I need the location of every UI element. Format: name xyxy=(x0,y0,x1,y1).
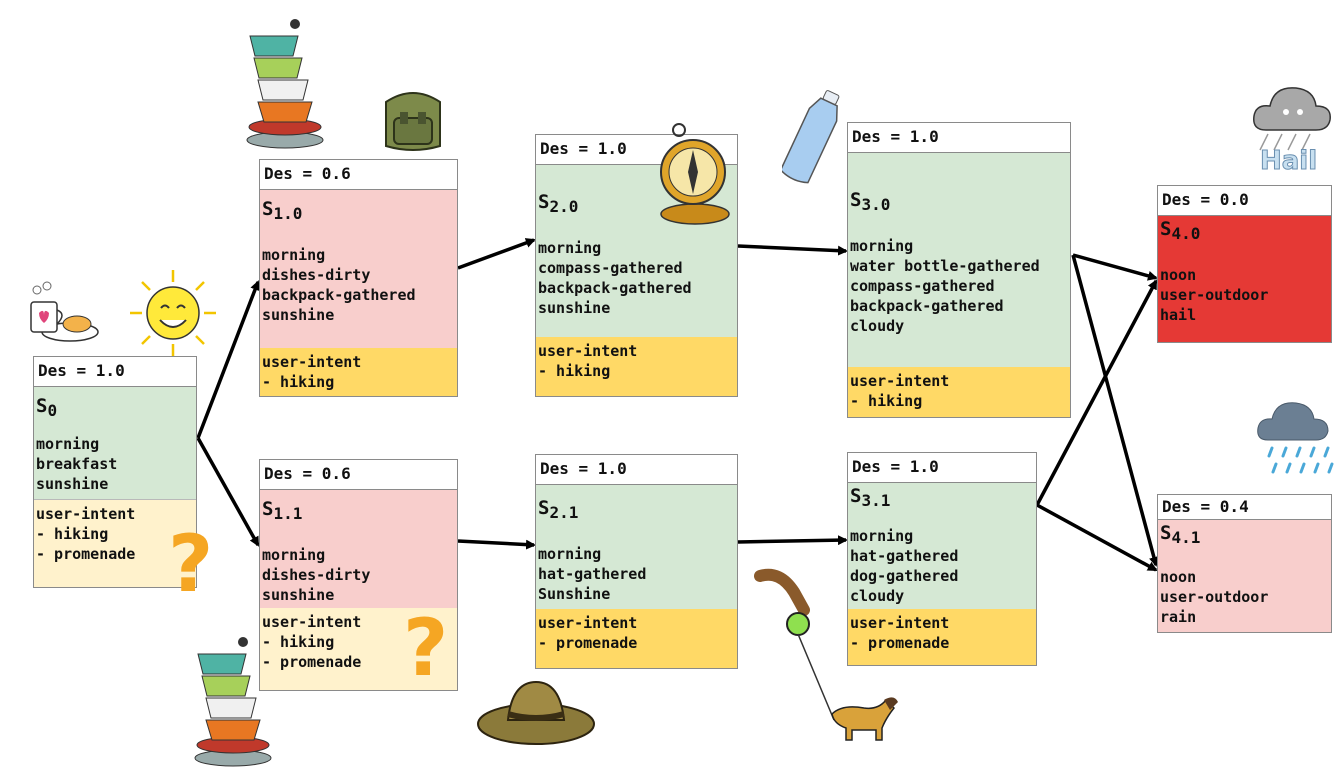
question-mark-icon: ? xyxy=(403,604,449,694)
dog-leash-icon xyxy=(752,568,912,752)
edge-s30-s40 xyxy=(1073,255,1156,278)
fact: sunshine xyxy=(262,306,335,324)
intent-option: - promenade xyxy=(850,634,950,652)
desirability-label: Des = 1.0 xyxy=(34,357,196,387)
fact: dog-gathered xyxy=(850,567,959,585)
fact: morning xyxy=(538,545,602,563)
intent-option: - promenade xyxy=(262,653,362,671)
edge-s10-s20 xyxy=(458,240,534,268)
node-s3-0 xyxy=(847,122,1071,418)
fact: cloudy xyxy=(850,587,905,605)
fact: dishes-dirty xyxy=(262,266,371,284)
fact: hat-gathered xyxy=(538,565,647,583)
state-name: $S_0$ xyxy=(36,395,58,420)
desirability-label: Des = 1.0 xyxy=(536,135,737,165)
backpack-icon xyxy=(378,84,448,156)
desirability-label: Des = 0.6 xyxy=(260,160,457,190)
edge-s20-s30 xyxy=(738,246,846,251)
desirability-label: Des = 0.0 xyxy=(1158,186,1331,216)
intent-option: - promenade xyxy=(36,545,136,563)
state-panel xyxy=(260,490,457,608)
desirability-label: Des = 0.4 xyxy=(1158,495,1331,520)
state-name: $S_{3.1}$ xyxy=(850,485,891,510)
state-panel xyxy=(260,190,457,348)
state-panel xyxy=(34,387,196,499)
intent-panel xyxy=(848,367,1070,417)
node-s4-0 xyxy=(1157,185,1332,343)
fact: morning xyxy=(262,246,326,264)
edge-s11-s21 xyxy=(458,541,534,545)
desirability-label: Des = 0.6 xyxy=(260,460,457,490)
fact: cloudy xyxy=(850,317,905,335)
fact: user-outdoor xyxy=(1160,588,1269,606)
intent-title: user-intent xyxy=(36,505,136,523)
fact: backpack-gathered xyxy=(538,279,692,297)
fact: user-outdoor xyxy=(1160,286,1269,304)
compass-icon xyxy=(655,122,735,228)
intent-panel xyxy=(260,348,457,396)
intent-option: - hiking xyxy=(262,373,335,391)
fact: noon xyxy=(1160,266,1197,284)
intent-title: user-intent xyxy=(538,342,638,360)
fact: sunshine xyxy=(538,299,611,317)
fact: morning xyxy=(262,546,326,564)
state-name: $S_{3.0}$ xyxy=(850,189,891,214)
fact: morning xyxy=(850,237,914,255)
dirty-dishes-icon xyxy=(240,12,330,152)
state-name: $S_{2.0}$ xyxy=(538,191,579,216)
water-bottle-icon xyxy=(782,84,842,188)
fact: morning xyxy=(538,239,602,257)
intent-option: - hiking xyxy=(850,392,923,410)
desirability-label: Des = 1.0 xyxy=(848,453,1036,483)
edge-s31-s41 xyxy=(1037,505,1156,570)
fact: sunshine xyxy=(36,475,109,493)
fact: sunshine xyxy=(262,586,335,604)
intent-option: - promenade xyxy=(538,634,638,652)
fact: compass-gathered xyxy=(538,259,683,277)
fact: morning xyxy=(850,527,914,545)
intent-option: - hiking xyxy=(538,362,611,380)
state-panel xyxy=(536,485,737,609)
fact: Sunshine xyxy=(538,585,611,603)
breakfast-icon xyxy=(25,280,100,345)
fact: rain xyxy=(1160,608,1197,626)
desirability-label: Des = 1.0 xyxy=(536,455,737,485)
fact: water bottle-gathered xyxy=(850,257,1040,275)
rain-cloud-icon xyxy=(1254,394,1338,480)
hat-icon xyxy=(474,676,598,752)
intent-option: - hiking xyxy=(262,633,335,651)
node-s1-0 xyxy=(259,159,458,397)
fact: morning xyxy=(36,435,100,453)
desirability-label: Des = 1.0 xyxy=(848,123,1070,153)
intent-title: user-intent xyxy=(850,614,950,632)
sun-icon xyxy=(128,268,218,358)
intent-title: user-intent xyxy=(262,613,362,631)
fact: compass-gathered xyxy=(850,277,995,295)
intent-title: user-intent xyxy=(262,353,362,371)
state-name: $S_{4.0}$ xyxy=(1160,218,1201,243)
state-name: $S_{2.1}$ xyxy=(538,497,579,522)
fact: breakfast xyxy=(36,455,118,473)
intent-option: - hiking xyxy=(36,525,109,543)
intent-title: user-intent xyxy=(538,614,638,632)
intent-panel xyxy=(536,337,737,396)
question-mark-icon: ? xyxy=(168,520,214,610)
state-panel xyxy=(848,153,1070,367)
node-s2-1 xyxy=(535,454,738,669)
state-name: $S_{1.0}$ xyxy=(262,198,303,223)
fact: dishes-dirty xyxy=(262,566,371,584)
node-s4-1 xyxy=(1157,494,1332,633)
state-name: $S_{4.1}$ xyxy=(1160,522,1201,547)
state-name: $S_{1.1}$ xyxy=(262,498,303,523)
hail-label: Hail xyxy=(1260,146,1318,176)
fact: backpack-gathered xyxy=(262,286,416,304)
dirty-dishes-icon xyxy=(188,630,278,770)
fact: backpack-gathered xyxy=(850,297,1004,315)
state-panel xyxy=(1158,520,1331,632)
edge-s21-s31 xyxy=(738,540,846,542)
intent-panel xyxy=(536,609,737,668)
intent-title: user-intent xyxy=(850,372,950,390)
fact: hat-gathered xyxy=(850,547,959,565)
fact: hail xyxy=(1160,306,1197,324)
fact: noon xyxy=(1160,568,1197,586)
state-panel xyxy=(1158,216,1331,342)
